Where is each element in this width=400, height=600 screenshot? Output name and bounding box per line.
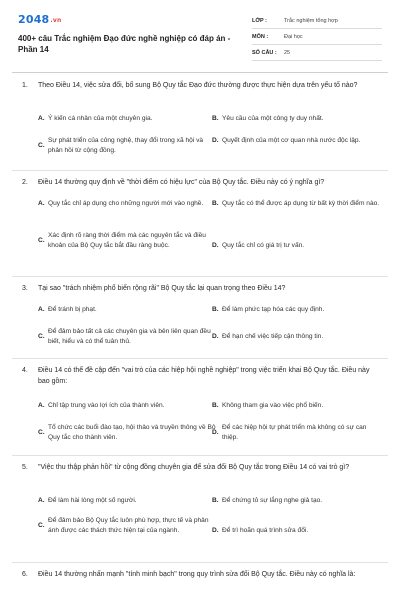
- question-text: [22, 177, 382, 188]
- question-divider: [12, 276, 388, 277]
- option-letter: A.: [38, 497, 45, 504]
- option-letter: D.: [212, 137, 219, 144]
- option-text: Xác định rõ ràng thời điểm mà các nguyên tắc và điều khoản của Bộ Quy tắc bắt đầu ràng buộc.: [48, 232, 206, 249]
- meta-key: LỚP :: [252, 17, 267, 24]
- question-number: 4.: [22, 367, 28, 374]
- question-stem: Theo Điều 14, việc sửa đổi, bổ sung Bộ Quy tắc Đạo đức thường được thực hiện dựa trên yếu tố nào?: [38, 82, 358, 89]
- question-stem: "Việc thu thập phản hồi" từ cộng đồng chuyên gia để sửa đổi Bộ Quy tắc trong Điều 14 có vai trò gì?: [38, 464, 350, 471]
- option-text: Để đảm bảo Bộ Quy tắc luôn phù hợp, thực tế và phản ánh được các thách thức hiện tại của ngành.: [48, 517, 209, 534]
- option-text: Để làm phức tạp hóa các quy định.: [222, 306, 325, 313]
- option-text: Để chứng tỏ sự lắng nghe giả tạo.: [222, 497, 323, 504]
- option-d[interactable]: [212, 241, 384, 251]
- option-text: Tổ chức các buổi đào tạo, hội thảo và truyền thông về Bộ Quy tắc cho thành viên.: [48, 424, 216, 441]
- option-b[interactable]: [212, 114, 384, 124]
- question-number: 5.: [22, 464, 28, 471]
- question-stem: Điều 14 thường nhấn mạnh "tính minh bạch" trong quy trình sửa đổi Bộ Quy tắc. Điều này có nghĩa là:: [38, 571, 356, 578]
- question-divider: [12, 455, 388, 456]
- option-d[interactable]: [212, 423, 384, 443]
- meta-value: 25: [284, 49, 291, 56]
- question-text: [22, 462, 382, 473]
- meta-row-subject: [252, 29, 382, 45]
- option-text: Để đảm bảo tất cả các chuyên gia và bên liên quan đều biết, hiểu và có thể tuân thủ.: [48, 328, 211, 345]
- option-b[interactable]: [212, 305, 384, 315]
- question-number: 6.: [22, 571, 28, 578]
- option-letter: C.: [38, 522, 45, 529]
- meta-panel: [252, 13, 382, 61]
- question-text: [22, 365, 382, 387]
- option-text: Quy tắc chỉ có giá trị tư vấn.: [222, 242, 305, 249]
- option-letter: B.: [212, 115, 219, 122]
- option-letter: A.: [38, 115, 45, 122]
- logo-suffix: .vn: [50, 17, 62, 24]
- option-letter: D.: [212, 242, 219, 249]
- option-c[interactable]: [38, 231, 216, 251]
- option-text: Chỉ tập trung vào lợi ích của thành viên.: [48, 402, 165, 409]
- question-stem: Điều 14 có thể đề cập đến "vai trò của các hiệp hội nghề nghiệp" trong việc triển khai Bộ Quy tắc. Điều này bao gồm:: [38, 367, 370, 385]
- meta-row-class: [252, 13, 382, 29]
- question-divider: [12, 358, 388, 359]
- meta-value: Đại học: [284, 33, 303, 40]
- option-c[interactable]: [38, 136, 216, 156]
- option-text: Yêu cầu của một công ty duy nhất.: [222, 115, 324, 122]
- option-letter: A.: [38, 306, 45, 313]
- option-letter: C.: [38, 429, 45, 436]
- question-number: 3.: [22, 285, 28, 292]
- option-letter: B.: [212, 306, 219, 313]
- question-text: [22, 283, 382, 294]
- header-divider: [12, 72, 388, 73]
- option-text: Để trì hoãn quá trình sửa đổi.: [222, 527, 309, 534]
- site-logo[interactable]: [18, 13, 61, 26]
- option-letter: B.: [212, 402, 219, 409]
- question-text: [22, 80, 382, 91]
- option-a[interactable]: [38, 496, 216, 506]
- option-a[interactable]: [38, 305, 216, 315]
- question-number: 2.: [22, 179, 28, 186]
- option-letter: A.: [38, 402, 45, 409]
- option-d[interactable]: [212, 136, 384, 146]
- option-a[interactable]: [38, 401, 216, 411]
- option-b[interactable]: [212, 496, 384, 506]
- meta-value: Trắc nghiệm tổng hợp: [284, 17, 338, 24]
- option-a[interactable]: [38, 114, 216, 124]
- option-text: Không tham gia vào việc phổ biến.: [222, 402, 324, 409]
- option-b[interactable]: [212, 199, 384, 209]
- option-text: Quyết định của một cơ quan nhà nước độc lập.: [222, 137, 361, 144]
- question-divider: [12, 170, 388, 171]
- option-letter: D.: [212, 527, 219, 534]
- question-stem: Điều 14 thường quy định về "thời điểm có hiệu lực" của Bộ Quy tắc. Điều này có ý nghĩa gì?: [38, 179, 325, 186]
- option-text: Quy tắc có thể được áp dụng từ bất kỳ thời điểm nào.: [222, 200, 380, 207]
- option-letter: C.: [38, 237, 45, 244]
- meta-row-count: [252, 45, 382, 61]
- option-text: Sự phát triển của công nghệ, thay đổi trong xã hội và phản hồi từ cộng đồng.: [48, 137, 204, 154]
- option-letter: D.: [212, 429, 219, 436]
- option-text: Ý kiến cá nhân của một chuyên gia.: [48, 115, 153, 122]
- option-letter: B.: [212, 200, 219, 207]
- question-number: 1.: [22, 82, 28, 89]
- option-letter: B.: [212, 497, 219, 504]
- question-text: [22, 569, 382, 580]
- option-b[interactable]: [212, 401, 384, 411]
- document-title: 400+ câu Trắc nghiệm Đạo đức nghề nghiệp có đáp án - Phần 14: [18, 34, 231, 54]
- question-divider: [12, 562, 388, 563]
- option-text: Để các hiệp hội tự phát triển mà không có sự can thiệp.: [222, 424, 367, 441]
- meta-key: SỐ CÂU :: [252, 49, 277, 56]
- option-c[interactable]: [38, 423, 216, 443]
- option-letter: A.: [38, 200, 45, 207]
- option-d[interactable]: [212, 332, 384, 342]
- option-text: Để làm hài lòng một số người.: [48, 497, 137, 504]
- option-text: Để hạn chế việc tiếp cận thông tin.: [222, 333, 324, 340]
- option-letter: D.: [212, 333, 219, 340]
- option-a[interactable]: [38, 199, 216, 209]
- question-stem: Tại sao "trách nhiệm phổ biến rộng rãi" Bộ Quy tắc lại quan trọng theo Điều 14?: [38, 285, 286, 292]
- option-c[interactable]: [38, 516, 216, 536]
- option-text: Để tránh bị phạt.: [48, 306, 97, 313]
- logo-text: 2048: [18, 13, 50, 26]
- option-d[interactable]: [212, 526, 384, 536]
- option-c[interactable]: [38, 327, 216, 347]
- option-letter: C.: [38, 142, 45, 149]
- meta-key: MÔN :: [252, 33, 269, 40]
- option-letter: C.: [38, 333, 45, 340]
- option-text: Quy tắc chỉ áp dụng cho những người mới vào nghề.: [48, 200, 204, 207]
